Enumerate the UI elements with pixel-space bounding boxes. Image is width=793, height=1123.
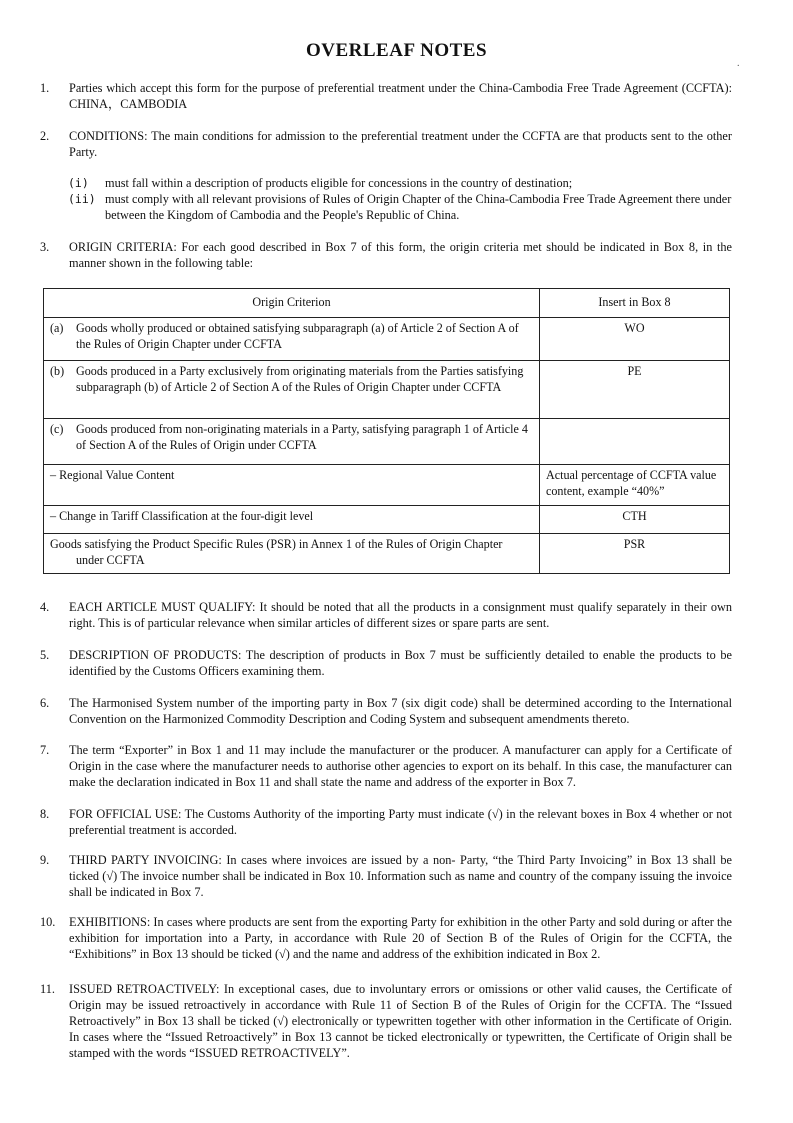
criterion-text: Goods produced from non-originating materials in a Party, satisfying paragraph 1 of Article 4 of Section A of the Rules of Origin under CCFTA [76,422,528,452]
note-number: 7. [40,743,50,757]
box-8-code: PE [540,361,730,419]
note-11 [40,981,732,1061]
criterion-letter: (a) [50,321,64,335]
note-7 [40,742,732,790]
note-3 [40,239,732,271]
page-title: OVERLEAF NOTES [305,40,488,61]
condition-text: must fall within a description of products eligible for concessions in the country of destination; [105,176,573,190]
note-text: The term “Exporter” in Box 1 and 11 may include the manufacturer or the producer. A manufacturer can apply for a Certificate of Origin in the case where the manufacturer needs to authorise other agencies to export on its behalf. In this case, the manufacturer can make the declaration indicated in Box 11 and shall state the name and address of the exporter in Box 7. [69,743,732,789]
table-row [44,534,730,574]
criterion-cell [44,361,540,419]
note-text: DESCRIPTION OF PRODUCTS: The description of products in Box 7 must be sufficiently detailed to enable the products to be identified by the Customs Officers examining them. [69,648,732,678]
box-8-code: Actual percentage of CCFTA value content, example “40%” [540,465,730,506]
note-2-condition-ii [68,191,732,223]
table-row [44,465,730,506]
roman-numeral: (i) [68,176,89,190]
note-number: 11. [40,982,55,996]
criterion-letter: (c) [50,422,64,436]
note-text: FOR OFFICIAL USE: The Customs Authority of the importing Party must indicate (√) in the relevant boxes in Box 4 whether or not preferential treatment is accorded. [69,807,732,837]
note-text: The Harmonised System number of the importing party in Box 7 (six digit code) shall be determined according to the International Convention on the Harmonized Commodity Description and Coding System and subsequent amendments thereto. [69,696,732,726]
note-number: 6. [40,696,50,710]
note-number: 10. [40,915,56,929]
table-header-row [44,289,730,318]
note-text: THIRD PARTY INVOICING: In cases where invoices are issued by a non- Party, “the Third Party Invoicing” in Box 13 shall be ticked (√) The invoice number shall be indicated in Box 10. Information such as name and country of the company issuing the invoice shall be indicated in Box 7. [69,853,732,899]
note-text: Parties which accept this form for the purpose of preferential treatment under the China-Cambodia Free Trade Agreement (CCFTA): CHINA，CAMBODIA [69,81,732,111]
note-4 [40,599,732,631]
criterion-text: Goods satisfying the Product Specific Rules (PSR) in Annex 1 of the Rules of Origin Chapter [50,537,503,551]
box-8-code: WO [540,318,730,361]
criterion-letter: (b) [50,364,65,378]
criterion-cell [44,534,540,574]
note-text: EXHIBITIONS: In cases where products are sent from the exporting Party for exhibition in the other Party and sold during or after the exhibition for importation into a Party, in accordance with Rule 20 of Section B of the Rules of Origin for the CCFTA, the “Exhibitions” in Box 13 should be ticked (√) and the name and address of the exhibition indicated in Box 2. [69,915,732,961]
criterion-text: – Change in Tariff Classification at the four-digit level [44,506,540,534]
note-2 [40,128,732,160]
note-number: 5. [40,648,50,662]
note-number: 3. [40,240,50,254]
criterion-text: – Regional Value Content [44,465,540,506]
table-row [44,318,730,361]
table-row [44,506,730,534]
condition-text: must comply with all relevant provisions of Rules of Origin Chapter of the China-Cambodia Free Trade Agreement there under between the Kingdom of Cambodia and the People's Republic of China. [105,192,732,222]
criterion-cell [44,318,540,361]
note-8 [40,806,732,838]
note-text: CONDITIONS: The main conditions for admission to the preferential treatment under the CCFTA are that products sent to the other Party. [69,129,732,159]
note-number: 4. [40,600,50,614]
note-number: 2. [40,129,50,143]
header-insert-box-8: Insert in Box 8 [540,289,730,318]
note-2-condition-i [68,175,732,191]
note-number: 9. [40,853,50,867]
criterion-text: Goods produced in a Party exclusively from originating materials from the Parties satisfying subparagraph (b) of Article 2 of Section A of the Rules of Origin Chapter under CCFTA [76,364,524,394]
note-1 [40,80,732,112]
note-text: ISSUED RETROACTIVELY: In exceptional cases, due to involuntary errors or omissions or other valid causes, the Certificate of Origin may be issued retroactively in accordance with Rule 11 of Section B of the Rules of Origin for the CCFTA. The “Issued Retroactively” in Box 13 shall be ticked (√) electronically or typewritten together with other information in the Certificate of Origin. In cases where the “Issued Retroactively” in Box 13 cannot be ticked electronically or typewritten, the Certificate of Origin shall be stamped with the words “ISSUED RETROACTIVELY”. [69,982,732,1060]
criterion-text-continued: under CCFTA [76,552,145,567]
note-text: ORIGIN CRITERIA: For each good described in Box 7 of this form, the origin criteria met should be indicated in Box 8, in the manner shown in the following table: [69,240,732,270]
roman-numeral: (ii) [68,192,96,206]
header-origin-criterion: Origin Criterion [44,289,540,318]
criterion-text: Goods wholly produced or obtained satisfying subparagraph (a) of Article 2 of Section A of the Rules of Origin Chapter under CCFTA [76,321,519,351]
note-9 [40,852,732,900]
box-8-code: PSR [540,534,730,574]
criterion-cell [44,419,540,465]
note-text: EACH ARTICLE MUST QUALIFY: It should be noted that all the products in a consignment must qualify separately in their own right. This is of particular relevance when similar articles of different sizes or spare parts are sent. [69,600,732,630]
note-10 [40,914,732,962]
note-number: 1. [40,81,50,95]
origin-criteria-table [43,288,730,574]
table-row [44,361,730,419]
table-row [44,419,730,465]
stray-mark: . [737,58,740,69]
box-8-code [540,419,730,465]
box-8-code: CTH [540,506,730,534]
note-6 [40,695,732,727]
note-5 [40,647,732,679]
note-number: 8. [40,807,50,821]
